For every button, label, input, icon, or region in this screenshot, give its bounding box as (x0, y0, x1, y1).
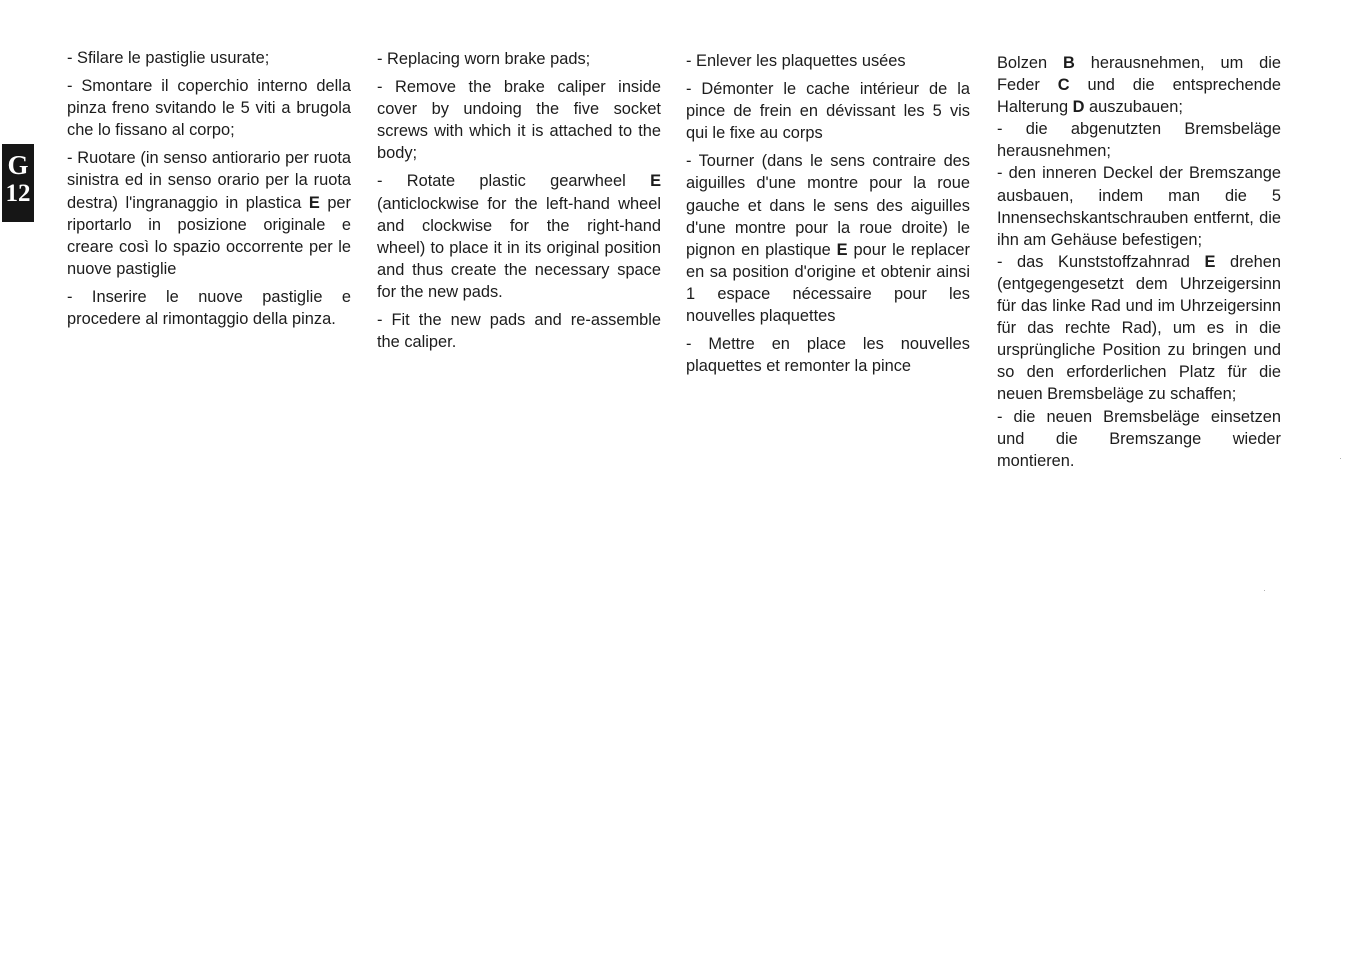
italian-column (67, 47, 351, 336)
section-tab-marker (2, 144, 34, 222)
paragraph (377, 48, 661, 70)
paragraph-text: - Sfilare le pastiglie usurate; (67, 49, 270, 67)
paragraph-text: herausnehmen, um die Feder (997, 54, 1281, 95)
scan-speck (1264, 590, 1265, 591)
paragraph-text: - die abgenutzten Bremsbeläge herausnehmen; (997, 120, 1281, 161)
french-column (686, 50, 970, 383)
paragraph-text: - Enlever les plaquettes usées (686, 52, 906, 70)
paragraph-text: - Démonter le cache intérieur de la pince de frein en dévissant les 5 vis qui le fixe au corps (686, 80, 970, 143)
reference-letter: B (1063, 54, 1075, 72)
german-column (997, 52, 1281, 472)
paragraph (377, 309, 661, 353)
reference-letter: D (1072, 98, 1085, 117)
paragraph-text: Bolzen (997, 54, 1063, 72)
paragraph (686, 50, 970, 72)
paragraph (67, 75, 351, 141)
paragraph (997, 251, 1281, 406)
paragraph (997, 118, 1281, 162)
reference-letter: E (836, 240, 848, 259)
paragraph (67, 147, 351, 280)
section-letter: G (7, 150, 29, 180)
paragraph-text: per riportarlo in posizione originale e creare così lo spazio occorrente per le nuove pastiglie (67, 193, 352, 278)
reference-letter: E (308, 193, 320, 212)
reference-letter: C (1057, 76, 1070, 95)
paragraph-text: auszubauen; (1084, 98, 1183, 117)
reference-letter: E (650, 172, 661, 191)
paragraph (377, 170, 661, 303)
paragraph-text: pour le replacer en sa position d'origine et obtenir ainsi 1 espace nécessaire pour les nouvelles plaquettes (686, 240, 970, 326)
paragraph (997, 52, 1281, 118)
paragraph-text: - Remove the brake caliper inside cover by undoing the five socket screws with which it is attached to the body; (377, 78, 661, 163)
paragraph (377, 76, 661, 164)
paragraph (686, 333, 970, 377)
paragraph (997, 162, 1281, 250)
paragraph-text: - Tourner (dans le sens contraire des aiguilles d'une montre pour la roue gauche et dans le sens des aiguilles d'une montre pour la roue droite) le pignon en plastique (686, 152, 970, 259)
paragraph-text: - Inserire le nuove pastiglie e procedere al rimontaggio della pinza. (67, 287, 351, 329)
paragraph-text: - Smontare il coperchio interno della pinza freno svitando le 5 viti a brugola che lo fissano al corpo; (67, 77, 351, 140)
section-number: 12 (5, 180, 31, 207)
paragraph (686, 150, 970, 327)
paragraph-text: - die neuen Bremsbeläge einsetzen und die Bremszange wieder montieren. (997, 407, 1281, 470)
paragraph-text: - Fit the new pads and re-assemble the caliper. (377, 311, 661, 352)
paragraph (997, 406, 1281, 472)
paragraph (67, 47, 351, 69)
paragraph-text: - das Kunststoffzahnrad (997, 252, 1205, 271)
paragraph-text: - Rotate plastic gearwheel (377, 172, 651, 191)
paragraph-text: - den inneren Deckel der Bremszange ausbauen, indem man die 5 Innensechskantschrauben entfernt, die ihn am Gehäuse befestigen; (997, 164, 1281, 249)
scan-speck (1340, 458, 1341, 459)
english-column (377, 48, 661, 359)
paragraph-text: - Mettre en place les nouvelles plaquettes et remonter la pince (686, 335, 970, 376)
paragraph (67, 286, 351, 330)
reference-letter: E (1204, 252, 1216, 271)
paragraph-text: und die entsprechende Halterung (997, 76, 1282, 117)
paragraph-text: (anticlockwise for the left-hand wheel and clockwise for the right-hand wheel) to place it in its original position and thus create the necessary space for the new pads. (377, 194, 661, 301)
paragraph-text: - Ruotare (in senso antiorario per ruota sinistra ed in senso orario per la ruota destra) l'ingranaggio in plastica (67, 149, 351, 212)
paragraph-text: - Replacing worn brake pads; (377, 50, 591, 68)
paragraph-text: drehen (entgegengesetzt dem Uhrzeigersinn für das linke Rad und im Uhrzeigersinn für das rechte Rad), um es in die ursprüngliche Position zu bringen und so den erforderlichen Platz für die neuen Bremsbeläge zu schaffen; (997, 252, 1282, 404)
paragraph (686, 78, 970, 144)
